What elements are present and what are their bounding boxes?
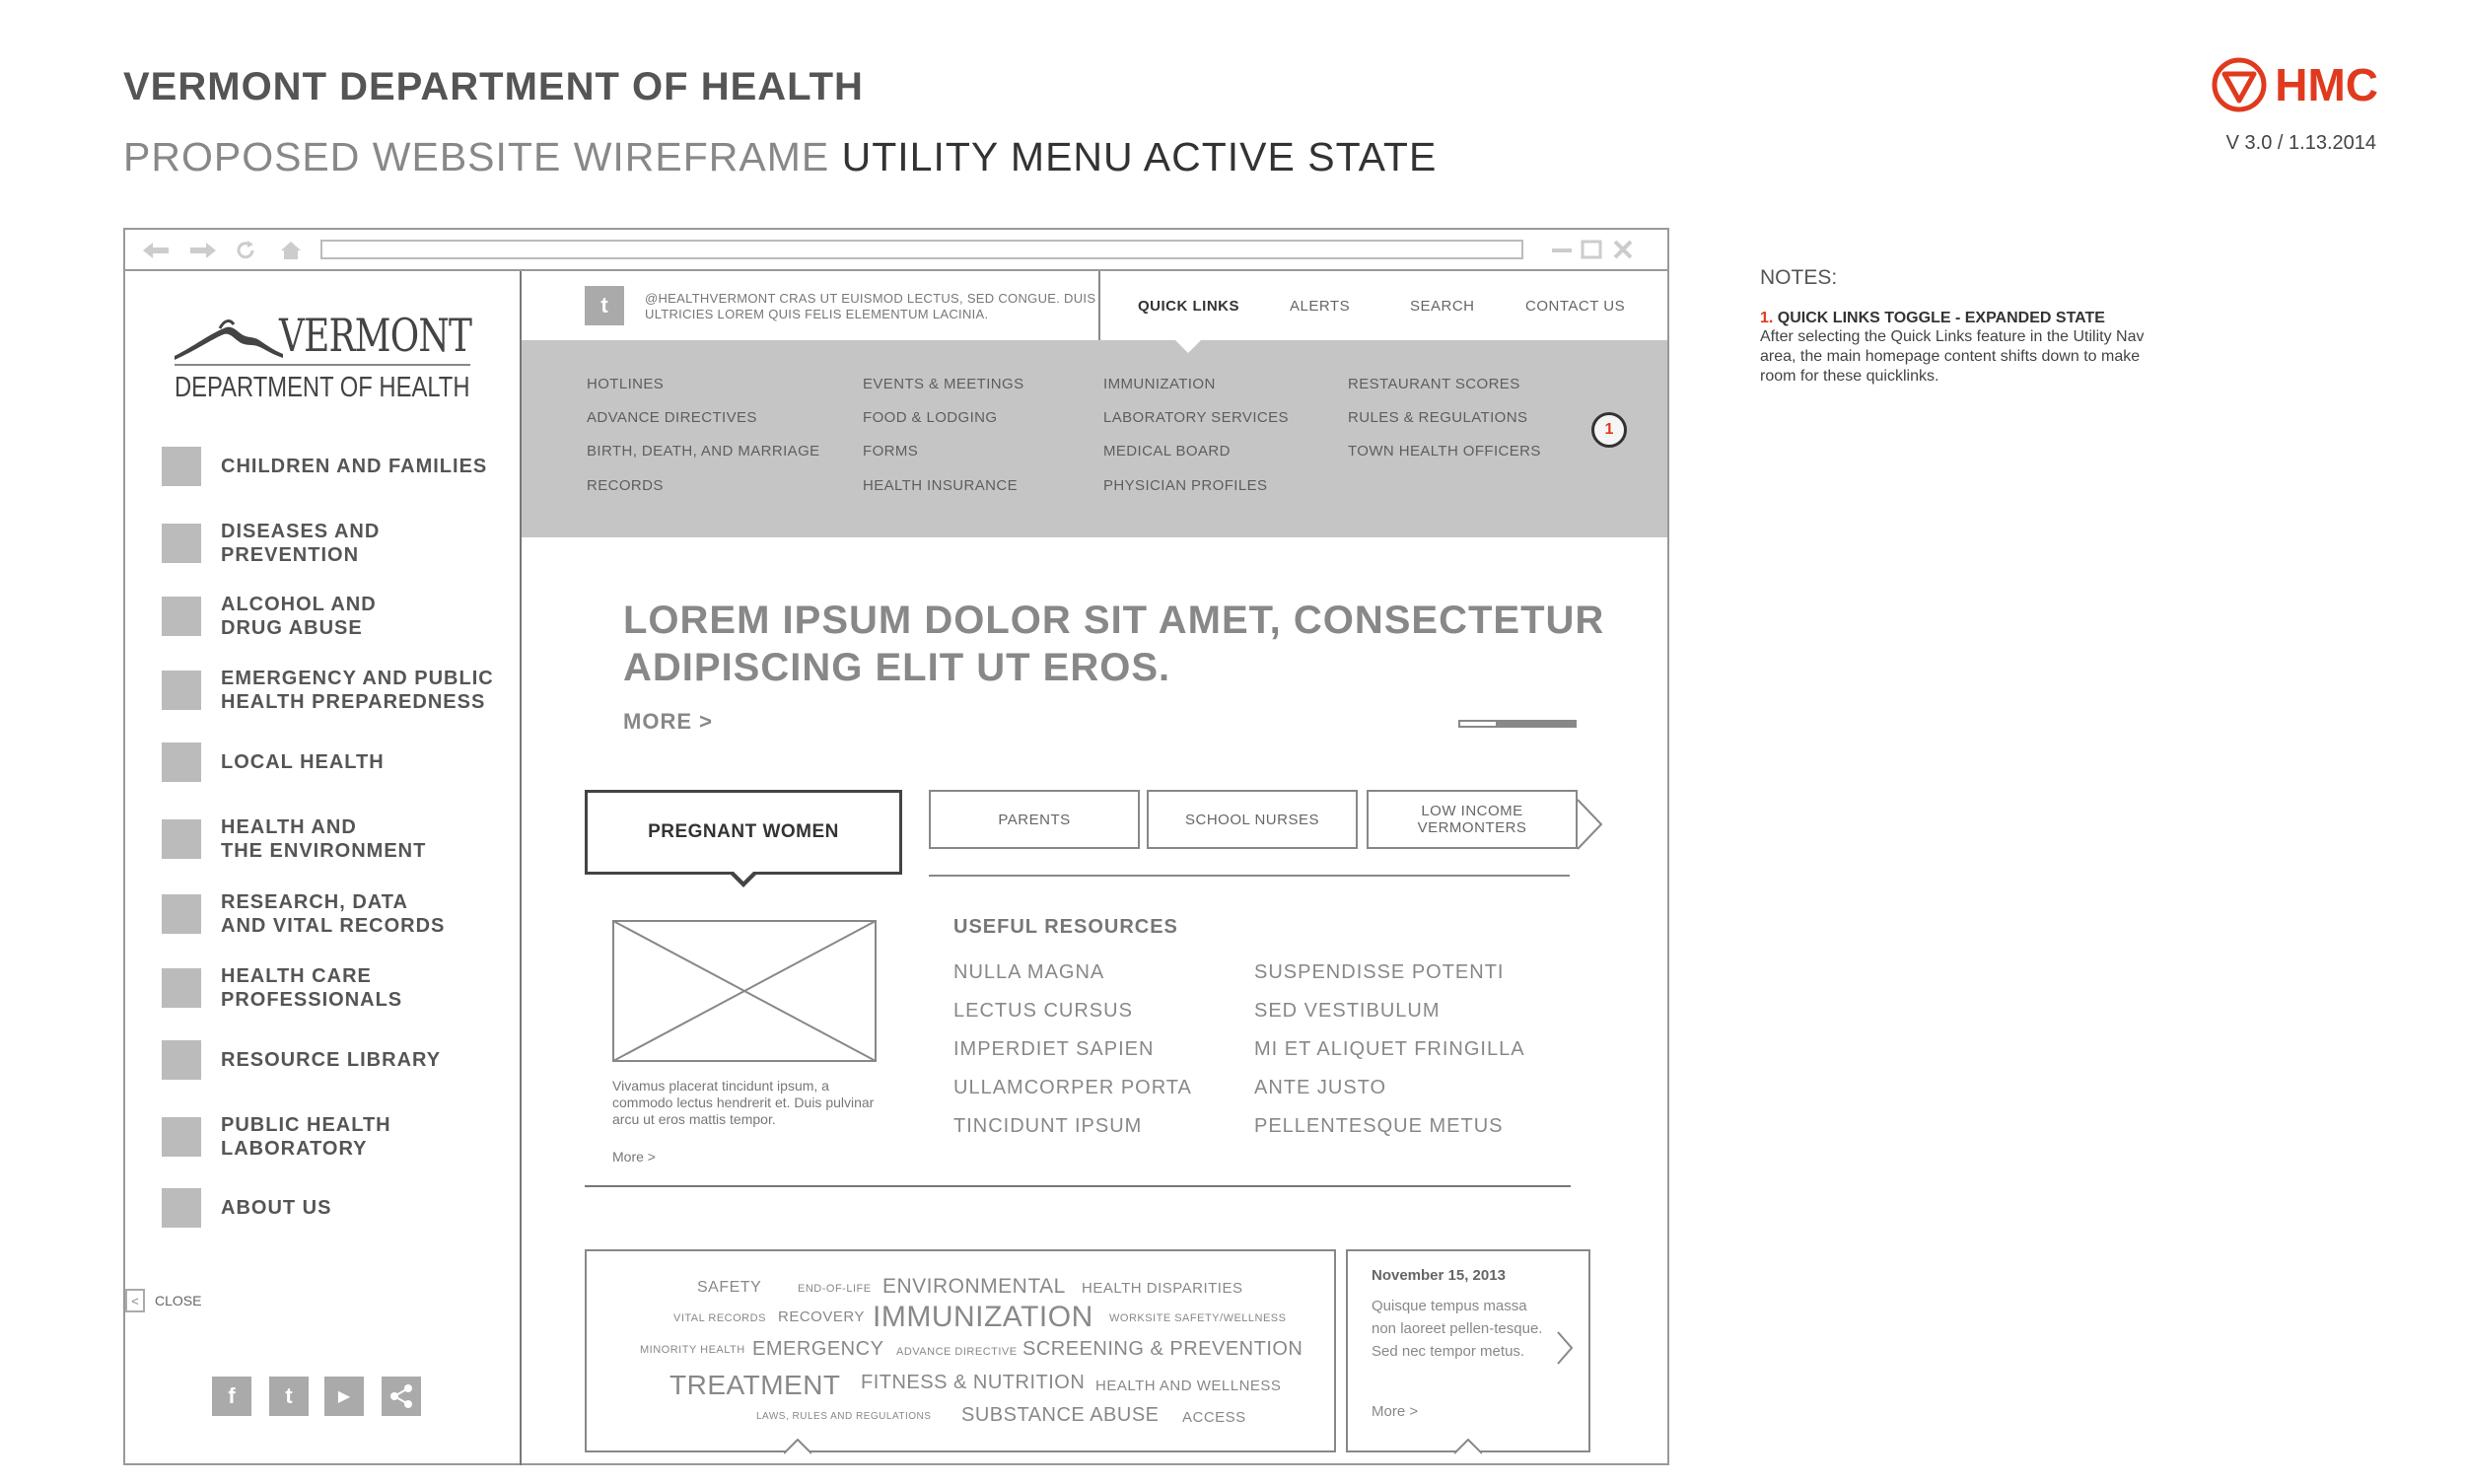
feature-caption: Vivamus placerat tincidunt ipsum, a commodo lectus hendrerit et. Duis pulvinar arcu ut eros mattis tempor. [612,1078,875,1127]
resource-link[interactable]: SED VESTIBULUM [1254,1000,1441,1022]
carousel-indicators [1458,720,1577,728]
chevron-left-icon: < [125,1289,145,1312]
quick-link[interactable]: BIRTH, DEATH, AND MARRIAGE [587,443,820,459]
resource-link[interactable]: MI ET ALIQUET FRINGILLA [1254,1038,1525,1060]
tab-parents[interactable]: PARENTS [929,790,1140,849]
quick-link[interactable]: ADVANCE DIRECTIVES [587,409,757,426]
sidebar-close-button[interactable] [125,1289,201,1312]
sidebar-item-label: HEALTH AND THE ENVIRONMENT [221,816,427,862]
image-placeholder [612,920,877,1062]
carousel-dot[interactable] [1537,720,1577,728]
note-number: 1. [1760,310,1774,326]
resource-link[interactable]: NULLA MAGNA [953,961,1105,983]
hmc-logo-icon [2212,57,2267,112]
sidebar-item-label: LOCAL HEALTH [221,751,385,773]
quick-link[interactable]: FOOD & LODGING [863,409,998,426]
sidebar-item-about-us[interactable] [162,1188,331,1228]
tag-cloud [585,1249,1336,1452]
maximize-icon[interactable] [1581,240,1602,259]
hero-more-link[interactable]: MORE > [623,709,713,734]
quick-link[interactable]: LABORATORY SERVICES [1103,409,1289,426]
tab-school-nurses[interactable]: SCHOOL NURSES [1147,790,1358,849]
twitter-icon[interactable]: t [269,1377,309,1416]
forward-arrow-icon[interactable] [188,242,218,259]
hero-line-1: LOREM IPSUM DOLOR SIT AMET, CONSECTETUR [623,599,1605,642]
quick-link[interactable]: PHYSICIAN PROFILES [1103,477,1268,494]
sidebar-item-icon [162,524,201,563]
quick-link[interactable]: HEALTH INSURANCE [863,477,1018,494]
close-window-icon[interactable] [1612,240,1634,259]
sidebar-item-local-health[interactable] [162,742,385,782]
quick-link[interactable]: EVENTS & MEETINGS [863,376,1024,392]
feature-more-link[interactable]: More > [612,1149,656,1165]
hmc-brand: HMC [2275,59,2378,110]
sidebar-item-icon [162,1117,201,1157]
hero-line-2: ADIPISCING ELIT UT EROS. [623,646,1171,689]
resource-link[interactable]: LECTUS CURSUS [953,1000,1133,1022]
browser-chrome [125,230,1667,271]
sidebar-item-label: DISEASES AND PREVENTION [221,521,381,566]
tag-word[interactable]: HEALTH AND WELLNESS [1095,1378,1282,1394]
quick-link[interactable]: FORMS [863,443,919,459]
subtitle-grey: PROPOSED WEBSITE WIREFRAME [123,134,830,179]
tag-word[interactable]: IMMUNIZATION [873,1301,1093,1333]
sidebar-item-icon [162,1188,201,1228]
sidebar-item-label: HEALTH CARE PROFESSIONALS [221,965,403,1011]
sidebar-item-label: PUBLIC HEALTH LABORATORY [221,1114,391,1160]
tag-word[interactable]: ADVANCE DIRECTIVE [896,1346,1018,1358]
back-arrow-icon[interactable] [141,242,171,259]
quick-link[interactable]: RECORDS [587,477,664,494]
reload-icon[interactable] [234,239,257,262]
news-card [1346,1249,1590,1452]
tag-word[interactable]: EMERGENCY [752,1338,884,1360]
resource-link[interactable]: SUSPENDISSE POTENTI [1254,961,1505,983]
sidebar-item-emergency-preparedness[interactable] [162,667,494,714]
document-subtitle [123,134,1437,180]
sidebar-item-icon [162,597,201,636]
sidebar-item-label: RESEARCH, DATA AND VITAL RECORDS [221,891,446,937]
tweet-text: @HEALTHVERMONT CRAS UT EUISMOD LECTUS, SED CONGUE. DUIS ULTRICIES LOREM QUIS FELIS ELEMENTUM LACINIA. [645,291,1096,321]
tag-word[interactable]: SAFETY [697,1279,762,1296]
sidebar-item-alcohol-and-drug-abuse[interactable] [162,593,377,640]
note-body: After selecting the Quick Links feature in the Utility Nav area, the main homepage content shifts down to make room for these quicklinks. [1760,328,2145,385]
chevron-right-icon[interactable] [1555,1330,1575,1366]
sidebar-item-label: EMERGENCY AND PUBLIC HEALTH PREPAREDNESS [221,668,494,713]
minimize-icon[interactable] [1551,242,1573,259]
sidebar-item-icon [162,819,201,859]
annotation-marker: 1 [1591,412,1627,448]
sidebar-item-resource-library[interactable] [162,1040,441,1080]
tag-word[interactable]: SCREENING & PREVENTION [1022,1338,1303,1360]
sidebar-item-research-data[interactable] [162,890,445,938]
close-label: CLOSE [155,1293,202,1308]
sidebar-item-health-care-professionals[interactable] [162,964,402,1012]
tag-word[interactable]: ENVIRONMENTAL [882,1275,1066,1298]
active-tab-pointer-inner [732,870,755,882]
vermont-logo[interactable] [175,309,534,404]
tag-word[interactable]: WORKSITE SAFETY/WELLNESS [1109,1312,1287,1324]
sidebar-item-icon [162,742,201,782]
logo-department: DEPARTMENT OF HEALTH [175,372,470,403]
sidebar-item-diseases-and-prevention[interactable] [162,520,520,567]
sidebar-item-label: RESOURCE LIBRARY [221,1049,442,1071]
subtitle-dark: UTILITY MENU ACTIVE STATE [841,134,1438,179]
utility-bar [522,271,1667,340]
url-bar[interactable] [320,240,1523,259]
sidebar-item-label: ABOUT US [221,1197,332,1219]
share-glyph [388,1383,414,1409]
sidebar-item-public-health-laboratory[interactable] [162,1113,391,1161]
mountain-logo-icon [175,317,283,362]
tag-cloud-pointer [784,1439,811,1454]
tag-word[interactable]: END-OF-LIFE [798,1283,872,1295]
alerts-link[interactable]: ALERTS [1290,298,1351,315]
notes-title: NOTES: [1760,266,1838,289]
twitter-feed-icon[interactable]: t [585,286,624,325]
quick-links-panel [522,340,1667,537]
tab-low-income-vermonters[interactable]: LOW INCOME VERMONTERS [1367,790,1578,849]
quick-link[interactable]: RESTAURANT SCORES [1348,376,1520,392]
news-card-pointer [1454,1439,1482,1454]
tag-word[interactable]: LAWS, RULES AND REGULATIONS [756,1411,932,1422]
utility-nav [1098,271,1667,340]
news-body: Quisque tempus massa non laoreet pellen-tesque. Sed nec tempor metus. [1372,1298,1543,1360]
sidebar-item-label: CHILDREN AND FAMILIES [221,456,488,477]
tag-word[interactable]: VITAL RECORDS [673,1312,766,1324]
notes-panel [1760,266,2174,387]
note-heading-text: QUICK LINKS TOGGLE - EXPANDED STATE [1777,310,2105,326]
resource-link[interactable]: TINCIDUNT IPSUM [953,1115,1143,1137]
resource-link[interactable]: PELLENTESQUE METUS [1254,1115,1504,1137]
sidebar-item-health-and-environment[interactable] [162,815,426,863]
tag-word[interactable]: HEALTH DISPARITIES [1082,1280,1243,1297]
sidebar-item-icon [162,671,201,710]
sidebar-item-icon [162,968,201,1008]
browser-window [123,228,1669,1465]
tag-word[interactable]: MINORITY HEALTH [640,1344,745,1356]
hmc-logo [2212,57,2378,112]
tag-word[interactable]: ACCESS [1182,1409,1246,1426]
carousel-dot[interactable] [1458,720,1498,728]
quick-links-toggle[interactable]: QUICK LINKS [1138,298,1239,315]
search-link[interactable]: SEARCH [1410,298,1475,315]
home-icon[interactable] [279,239,303,262]
quick-link[interactable]: RULES & REGULATIONS [1348,409,1528,426]
carousel-dot[interactable] [1498,720,1537,728]
useful-resources-title: USEFUL RESOURCES [953,916,1178,938]
note-heading [1760,310,2174,327]
tag-word[interactable]: FITNESS & NUTRITION [861,1372,1086,1393]
sidebar-item-label: ALCOHOL AND DRUG ABUSE [221,594,377,639]
hero-headline [623,597,1604,691]
quick-link[interactable]: TOWN HEALTH OFFICERS [1348,443,1541,459]
sidebar [125,271,522,1465]
logo-divider [175,364,470,366]
facebook-icon[interactable]: f [212,1377,251,1416]
tab-pregnant-women[interactable]: PREGNANT WOMEN [585,790,902,875]
news-more-link[interactable]: More > [1372,1403,1419,1420]
contact-us-link[interactable]: CONTACT US [1525,298,1626,315]
sidebar-item-icon [162,1040,201,1080]
sidebar-item-icon [162,447,201,486]
document-title: VERMONT DEPARTMENT OF HEALTH [123,65,864,108]
news-date: November 15, 2013 [1372,1267,1506,1284]
tag-word[interactable]: TREATMENT [669,1370,841,1400]
tag-word[interactable]: SUBSTANCE ABUSE [961,1404,1160,1426]
tag-word[interactable]: RECOVERY [778,1308,865,1325]
section-divider [585,1185,1571,1187]
resource-link[interactable]: ANTE JUSTO [1254,1077,1387,1098]
logo-name: VERMONT [279,309,472,362]
quick-links-pointer [1174,339,1202,353]
share-icon[interactable] [382,1377,421,1416]
version-label: V 3.0 / 1.13.2014 [2225,132,2376,154]
youtube-icon[interactable]: ▶ [324,1377,364,1416]
resource-link[interactable]: ULLAMCORPER PORTA [953,1077,1192,1098]
sidebar-item-icon [162,894,201,934]
quick-link[interactable]: MEDICAL BOARD [1103,443,1231,459]
chevron-right-icon[interactable] [1575,798,1604,851]
quick-link[interactable]: HOTLINES [587,376,665,392]
sidebar-item-children-and-families[interactable] [162,447,487,486]
tabs-underline [929,875,1570,877]
quick-link[interactable]: IMMUNIZATION [1103,376,1216,392]
resource-link[interactable]: IMPERDIET SAPIEN [953,1038,1155,1060]
